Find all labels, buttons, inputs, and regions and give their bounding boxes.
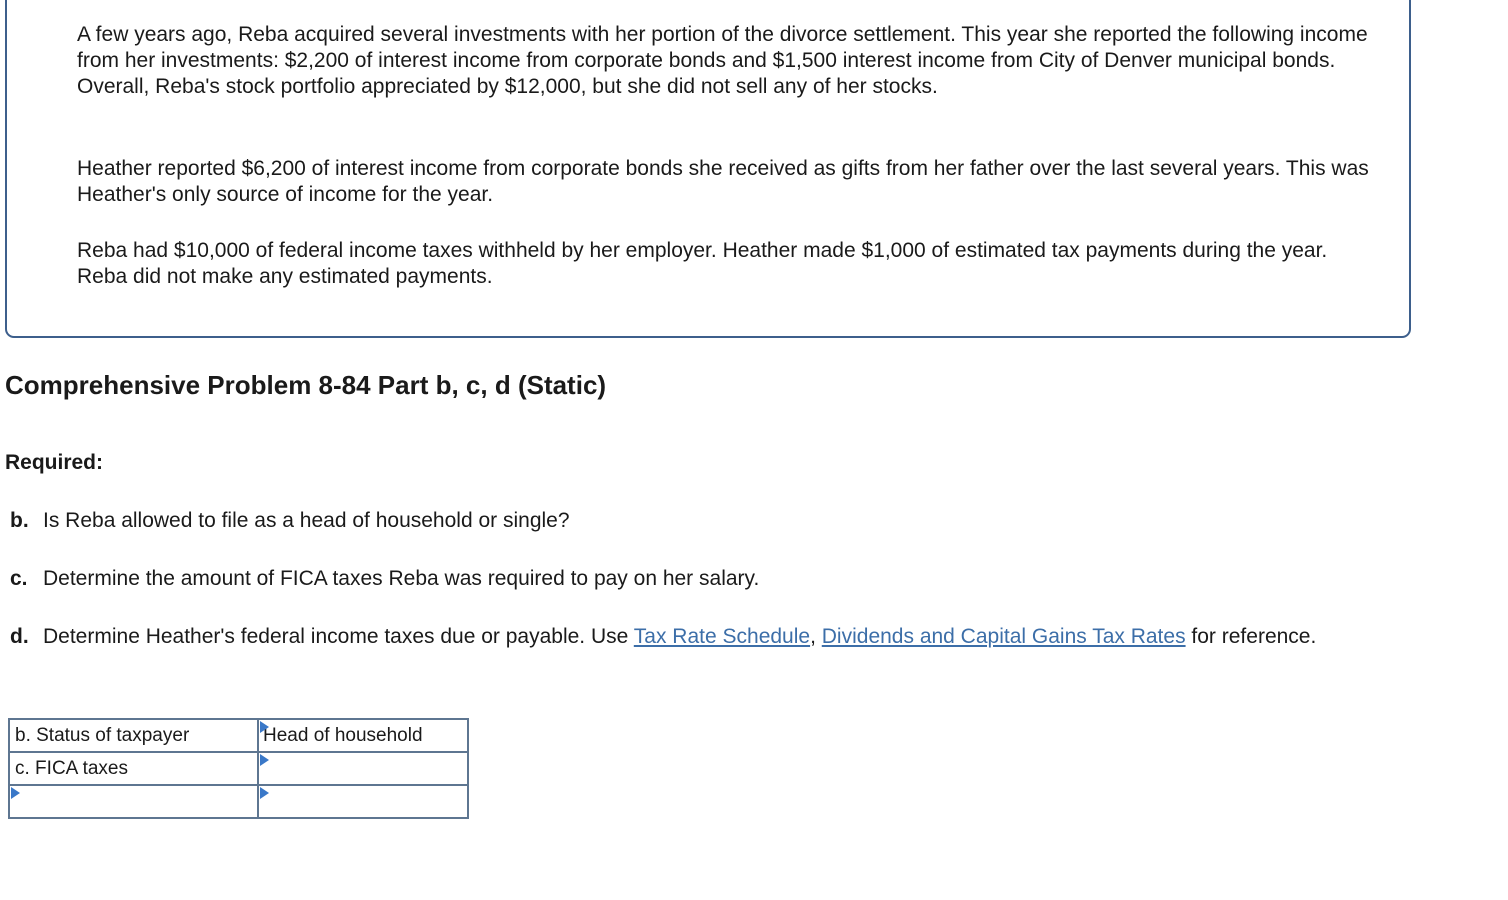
input-marker-icon <box>260 754 269 766</box>
table-row <box>9 785 468 818</box>
question-d-text-before: Determine Heather's federal income taxes due or payable. Use <box>43 625 629 648</box>
row3-answer-cell[interactable] <box>258 785 468 818</box>
fica-answer-cell[interactable] <box>258 752 468 785</box>
question-b <box>10 507 1410 535</box>
question-d-letter: d. <box>10 625 29 648</box>
input-marker-icon <box>260 787 269 799</box>
question-b-text: Is Reba allowed to file as a head of household or single? <box>43 509 570 532</box>
dividends-capital-gains-link[interactable]: Dividends and Capital Gains Tax Rates <box>821 625 1186 648</box>
row-label-input-cell[interactable] <box>9 785 258 818</box>
row-label-input[interactable] <box>15 788 251 817</box>
question-c-text: Determine the amount of FICA taxes Reba was required to pay on her salary. <box>43 567 760 590</box>
scenario-paragraph-tax-payments: Reba had $10,000 of federal income taxes withheld by her employer. Heather made $1,000 of estimated tax payments during the year. Reba did not make any estimated payments. <box>77 239 1328 288</box>
scenario-paragraph-heather-income: Heather reported $6,200 of interest income from corporate bonds she received as gifts from her father over the last several years. This was Heather's only source of income for the year. <box>77 157 1369 206</box>
question-c <box>10 565 1410 593</box>
scenario-paragraph-reba-investments: A few years ago, Reba acquired several investments with her portion of the divorce settlement. This year she reported the following income from her investments: $2,200 of interest income from corporate bonds and $1,500 interest income from City of Denver municipal bonds. Overall, Reba's stock portfolio appreciated by $12,000, but she did not sell any of her stocks. <box>77 23 1368 98</box>
status-answer-cell[interactable] <box>258 719 468 752</box>
table-row <box>9 719 468 752</box>
scenario-panel <box>5 0 1411 338</box>
row-label-status: b. Status of taxpayer <box>9 719 258 752</box>
question-d-text <box>43 623 1410 651</box>
answer-table <box>8 718 469 819</box>
fica-answer-input[interactable] <box>263 755 461 784</box>
required-label: Required: <box>5 451 104 474</box>
question-c-letter: c. <box>10 567 28 590</box>
row3-answer-input[interactable] <box>263 788 461 817</box>
input-marker-icon <box>260 721 269 733</box>
problem-title: Comprehensive Problem 8-84 Part b, c, d (Static) <box>5 370 607 400</box>
input-marker-icon <box>11 787 20 799</box>
status-answer-input[interactable] <box>263 722 461 751</box>
question-d <box>10 623 1410 651</box>
tax-rate-schedule-link[interactable]: Tax Rate Schedule <box>633 625 811 648</box>
question-b-letter: b. <box>10 509 29 532</box>
link-separator: , <box>810 625 816 648</box>
question-d-text-after: for reference. <box>1191 625 1317 648</box>
table-row <box>9 752 468 785</box>
row-label-fica: c. FICA taxes <box>9 752 258 785</box>
